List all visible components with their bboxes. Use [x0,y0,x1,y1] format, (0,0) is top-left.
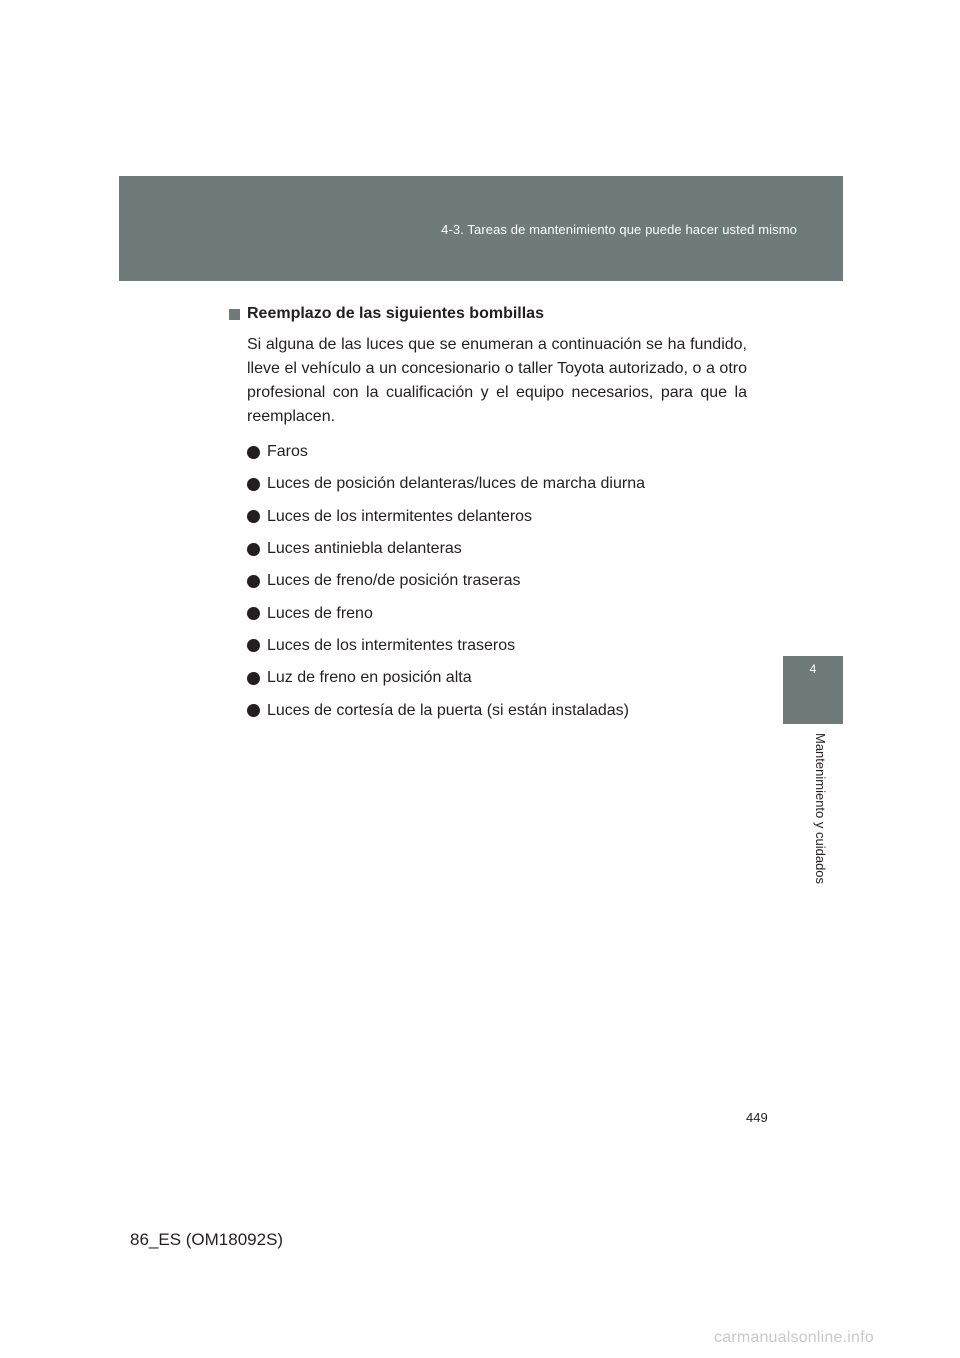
list-item-text: Luces de freno [267,604,373,622]
list-item [247,436,747,468]
bullet-dot-icon [247,672,260,685]
list-item [247,630,747,662]
list-item [247,468,747,500]
list-item-text: Luces de posición delanteras/luces de marcha diurna [267,475,646,493]
list-item [247,533,747,565]
list-item [247,662,747,694]
list-item [247,565,747,597]
list-item-text: Luces de freno/de posición traseras [267,572,521,590]
bullet-dot-icon [247,607,260,620]
list-item [247,694,747,726]
list-item-text: Faros [267,443,308,461]
bullet-dot-icon [247,510,260,523]
bullet-dot-icon [247,639,260,652]
watermark: carmanualsonline.info [714,1329,874,1346]
list-item-text: Luces de los intermitentes delanteros [267,507,533,525]
chapter-tab [783,656,843,724]
bullet-dot-icon [247,575,260,588]
list-item [247,501,747,533]
list-item-text: Luces de los intermitentes traseros [267,636,516,654]
bulb-list [247,436,747,727]
list-item [247,597,747,629]
intro-paragraph: Si alguna de las luces que se enumeran a continuación se ha fundido, lleve el vehículo a un concesionario o taller Toyota autorizado, o a otro profesional con la cualificación y el equipo necesarios, para que la reemplacen. [247,336,747,425]
list-item-text: Luces de cortesía de la puerta (si están instaladas) [267,701,629,719]
section-title [229,304,747,324]
section-header: 4-3. Tareas de mantenimiento que puede hacer usted mismo [441,222,797,237]
list-item-text: Luz de freno en posición alta [267,669,472,687]
chapter-title: Mantenimiento y cuidados [813,733,828,885]
bullet-dot-icon [247,446,260,459]
bullet-dot-icon [247,704,260,717]
list-item-text: Luces antiniebla delanteras [267,540,462,558]
document-code: 86_ES (OM18092S) [130,1230,284,1249]
main-content [229,304,747,727]
page-number: 449 [746,1110,768,1125]
chapter-number: 4 [809,662,817,676]
section-title-text: Reemplazo de las siguientes bombillas [247,305,544,322]
bullet-dot-icon [247,543,260,556]
square-bullet-icon [229,309,240,320]
bullet-dot-icon [247,478,260,491]
header-band [119,176,843,281]
